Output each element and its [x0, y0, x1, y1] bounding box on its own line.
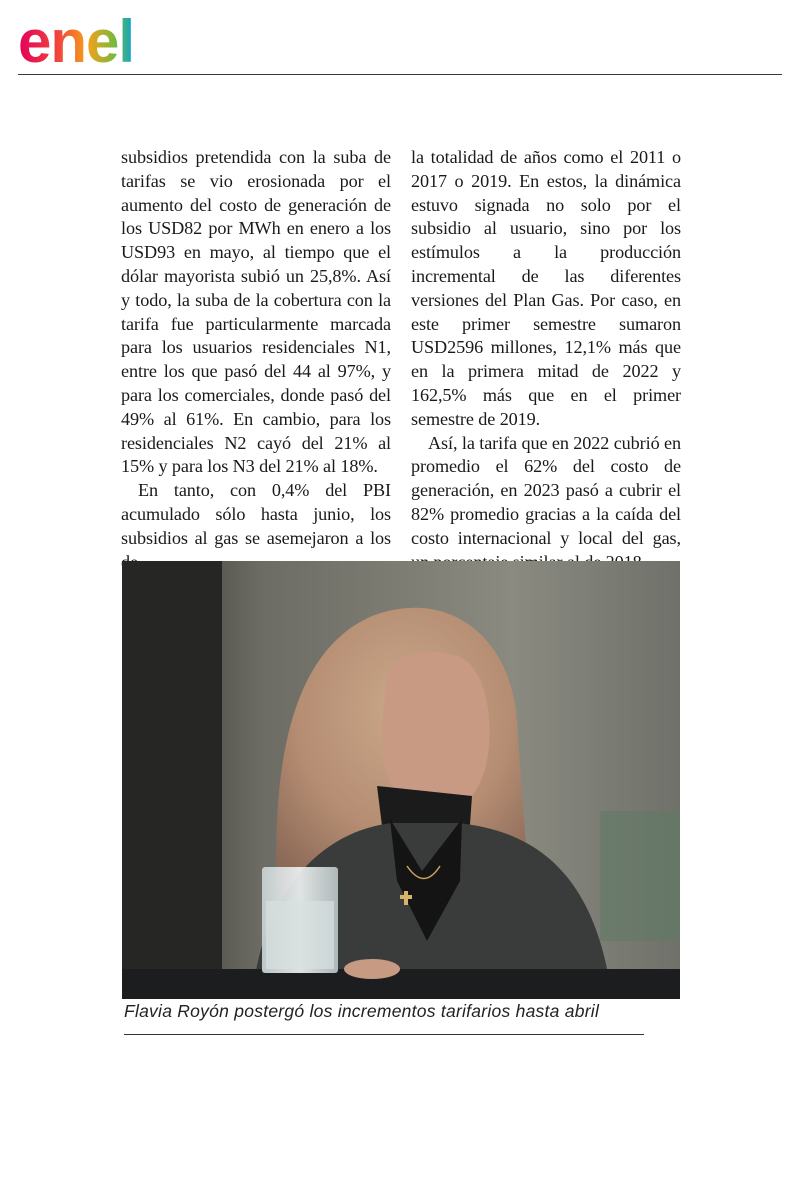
enel-logo	[16, 4, 186, 70]
article-column-right	[411, 146, 681, 574]
paragraph: Así, la tarifa que en 2022 cubrió en promedio el 62% del costo de generación, en 2023 pasó a cubrir el 82% promedio gracias a la caída del costo internacional y local del gas,	[411, 432, 681, 548]
logo-text: enel	[18, 8, 135, 70]
paragraph: subsidios pretendida con la suba de tarifas se vio erosionada por el aumento del costo de generación de los USD82 por MWh en enero a los USD93 en mayo, al tiempo que el dólar mayorista subió un 25,8%. Así y todo, la suba de la cobertura con la tarifa fue particularmente marcada para los usuarios residenciales N1, entre los que pasó del 44 al 97%, y para los comerciales, donde pasó del 49% al 61%. En cambio, para los residenciales N2 cayó del 21% al 15% y para los N3 del 21% al 18%.	[121, 147, 391, 477]
article-column-left	[121, 146, 391, 574]
portrait-photo	[122, 561, 680, 999]
caption-divider	[124, 1034, 644, 1035]
paragraph: la totalidad de años como el 2011 o 2017 o 2019. En estos, la dinámica estuvo signada no solo por el subsidio al usuario, sino por los estímulos a la producción incremental de las diferentes versiones del Plan Gas. Por caso, en este primer semestre sumaron USD2596 millones, 12,1% más que en la primera mitad de 2022 y 162,5% más que en el primer semestre de 2019.	[411, 147, 681, 429]
photo-caption: Flavia Royón postergó los incrementos tarifarios hasta abril	[124, 1001, 600, 1021]
header-divider	[18, 74, 782, 75]
paragraph: En tanto, con 0,4% del PBI acumulado sólo hasta junio, los subsidios al gas se asemejaron a los	[121, 480, 391, 548]
